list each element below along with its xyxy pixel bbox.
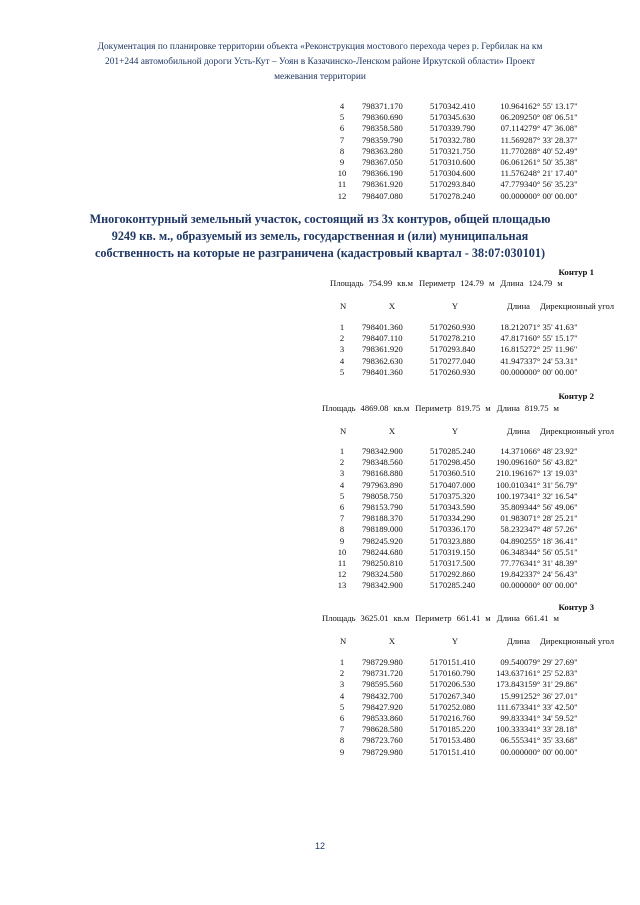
- table-cell: 173.843: [496, 679, 524, 690]
- perimeter-value: 819.75: [456, 403, 481, 413]
- coordinates-table: [322, 446, 606, 592]
- table-row: [322, 112, 606, 123]
- table-cell: 5170298.450: [430, 457, 476, 468]
- table-cell: 5: [339, 112, 345, 123]
- length-label: Длина: [496, 613, 520, 623]
- column-header: N: [340, 636, 347, 646]
- table-cell: 798731.720: [362, 668, 403, 679]
- table-cell: 798324.580: [362, 569, 403, 580]
- table-row: [322, 101, 606, 112]
- contour-summary: [322, 403, 564, 413]
- table-cell: 5170334.290: [430, 513, 476, 524]
- table-cell: 18.212: [500, 322, 524, 332]
- table-cell: 5170293.840: [430, 179, 476, 190]
- table-cell: 798250.810: [362, 558, 403, 569]
- table-cell: 798058.750: [362, 490, 403, 501]
- table-cell: 798729.980: [362, 657, 403, 667]
- table-row: [322, 157, 606, 168]
- table-cell: 100.333: [496, 724, 524, 735]
- table-cell: 5170317.500: [430, 558, 476, 569]
- table-cell: 798729.980: [362, 746, 403, 757]
- column-headers: [340, 301, 614, 312]
- table-cell: 58.232: [500, 524, 524, 535]
- table-cell: 5170278.210: [430, 333, 476, 344]
- table-row: [322, 491, 606, 502]
- table-cell: 341° 32' 16.54": [524, 490, 578, 501]
- table-cell: 5170310.600: [430, 157, 476, 168]
- table-cell: 798628.580: [362, 724, 403, 735]
- table-cell: 341° 35' 33.68": [524, 735, 578, 746]
- table-row: [322, 657, 606, 668]
- table-cell: 341° 31' 56.79": [524, 479, 578, 490]
- section-heading: [80, 211, 560, 262]
- table-cell: 000° 00' 00.00": [524, 746, 578, 757]
- table-cell: 071° 35' 41.63": [524, 322, 578, 332]
- table-cell: 337° 24' 53.31": [524, 355, 578, 366]
- table-cell: 19.842: [500, 569, 524, 580]
- table-row: [322, 747, 606, 758]
- table-row: [322, 536, 606, 547]
- table-row: [322, 480, 606, 491]
- table-row: [322, 446, 606, 457]
- table-cell: 5170260.930: [430, 366, 476, 377]
- column-headers: [340, 426, 614, 437]
- perimeter-label: Периметр: [418, 278, 456, 288]
- table-cell: 5170153.480: [430, 735, 476, 746]
- table-cell: 10: [337, 168, 347, 179]
- table-row: [322, 679, 606, 690]
- table-row: [322, 691, 606, 702]
- table-cell: 11.770: [500, 145, 524, 156]
- column-header: Y: [451, 426, 459, 436]
- table-row: [322, 502, 606, 513]
- table-cell: 341° 33' 42.50": [524, 701, 578, 712]
- table-cell: 8: [339, 735, 345, 746]
- table-cell: 798244.680: [362, 546, 403, 557]
- column-header: X: [388, 426, 396, 436]
- table-cell: 347° 48' 57.26": [524, 524, 578, 535]
- column-header: Y: [451, 636, 459, 646]
- table-cell: 5170342.410: [430, 101, 476, 111]
- table-cell: 41.947: [500, 355, 524, 366]
- table-cell: 111.673: [496, 701, 524, 712]
- table-cell: 5: [339, 490, 345, 501]
- header-line-3: межевания территории: [274, 72, 366, 82]
- table-cell: 798427.920: [362, 701, 403, 712]
- table-cell: 798245.920: [362, 535, 403, 546]
- table-cell: 079° 29' 27.69": [524, 657, 578, 667]
- table-cell: 160° 56' 43.82": [524, 457, 578, 468]
- perimeter-unit: м: [485, 613, 491, 623]
- contour-title: Контур 1: [558, 267, 594, 277]
- table-cell: 798367.050: [362, 157, 403, 168]
- table-cell: 7: [339, 724, 345, 735]
- coordinates-table-continued: [322, 101, 606, 202]
- table-row: [322, 735, 606, 746]
- table-cell: 01.983: [500, 513, 524, 524]
- table-cell: 11: [337, 179, 347, 190]
- area-value: 4869.08: [360, 403, 389, 413]
- table-cell: 5170277.040: [430, 355, 476, 366]
- table-row: [322, 322, 606, 333]
- area-unit: кв.м: [397, 278, 413, 288]
- table-cell: 798371.170: [362, 101, 403, 111]
- table-cell: 00.000: [500, 746, 524, 757]
- table-row: [322, 724, 606, 735]
- length-unit: м: [557, 278, 563, 288]
- table-cell: 1: [339, 446, 345, 456]
- table-cell: 5170267.340: [430, 690, 476, 701]
- table-cell: 06.061: [500, 157, 524, 168]
- contour-summary: [322, 613, 564, 623]
- table-cell: 287° 33' 28.37": [524, 134, 578, 145]
- table-cell: 798401.360: [362, 366, 403, 377]
- table-cell: 798533.860: [362, 713, 403, 724]
- table-cell: 12: [337, 569, 347, 580]
- table-cell: 2: [339, 333, 345, 344]
- table-cell: 00.000: [500, 580, 524, 591]
- table-cell: 798342.900: [362, 446, 403, 456]
- table-cell: 5170151.410: [430, 657, 476, 667]
- table-row: [322, 356, 606, 367]
- table-cell: 798361.920: [362, 179, 403, 190]
- column-header: Дирекционный угол: [539, 301, 614, 311]
- table-cell: 04.890: [500, 535, 524, 546]
- heading-line-3: собственность на которые не разграничена (кадастровый квартал - 38:07:030101): [94, 246, 546, 260]
- table-row: [322, 468, 606, 479]
- area-label: Площадь: [322, 613, 356, 623]
- table-row: [322, 123, 606, 134]
- table-cell: 11.576: [500, 168, 524, 179]
- column-header: Длина: [506, 636, 530, 646]
- perimeter-unit: м: [488, 278, 495, 288]
- column-header: N: [340, 426, 347, 436]
- length-value: 661.41: [524, 613, 549, 623]
- table-cell: 5170260.930: [430, 322, 476, 332]
- table-cell: 4: [339, 355, 345, 366]
- table-row: [322, 191, 606, 202]
- table-cell: 341° 34' 59.52": [524, 713, 578, 724]
- table-cell: 06.555: [500, 735, 524, 746]
- table-cell: 00.000: [500, 366, 524, 377]
- area-value: 754.99: [368, 278, 393, 288]
- column-header: N: [340, 301, 347, 311]
- page-number: 12: [314, 841, 325, 851]
- table-cell: 798432.700: [362, 690, 403, 701]
- length-unit: м: [553, 403, 559, 413]
- table-cell: 3: [339, 468, 345, 479]
- contour-title: Контур 3: [558, 602, 594, 612]
- table-cell: 8: [339, 524, 345, 535]
- column-headers: [340, 636, 614, 647]
- table-row: [322, 146, 606, 157]
- table-cell: 16.815: [500, 344, 524, 355]
- table-cell: 4: [339, 690, 345, 701]
- table-cell: 340° 56' 35.23": [524, 179, 578, 190]
- table-cell: 5170332.780: [430, 134, 476, 145]
- table-row: [322, 367, 606, 378]
- table-cell: 9: [339, 535, 345, 546]
- table-cell: 99.833: [500, 713, 524, 724]
- table-cell: 5170285.240: [430, 580, 476, 591]
- table-cell: 279° 47' 36.08": [524, 123, 578, 134]
- table-cell: 798342.900: [362, 580, 403, 591]
- perimeter-unit: м: [485, 403, 491, 413]
- table-cell: 14.371: [500, 446, 524, 456]
- table-cell: 3: [339, 344, 345, 355]
- heading-line-1: Многоконтурный земельный участок, состоящий из 3х контуров, общей площадью: [89, 212, 551, 226]
- coordinates-table: [322, 322, 606, 378]
- table-row: [322, 344, 606, 355]
- table-cell: 000° 00' 00.00": [524, 366, 578, 377]
- table-cell: 5170375.320: [430, 490, 476, 501]
- length-value: 124.79: [528, 278, 553, 288]
- table-cell: 7: [339, 513, 345, 524]
- table-cell: 798168.880: [362, 468, 403, 479]
- table-row: [322, 547, 606, 558]
- table-cell: 5170323.880: [430, 535, 476, 546]
- column-header: Длина: [506, 426, 530, 436]
- table-cell: 5170151.410: [430, 746, 476, 757]
- table-row: [322, 524, 606, 535]
- table-cell: 798360.690: [362, 112, 403, 123]
- table-cell: 5170160.790: [430, 668, 476, 679]
- table-cell: 5170304.600: [430, 168, 476, 179]
- header-line-1: Документация по планировке территории объекта «Реконструкция мостового перехода через р. Гербилак на км: [97, 42, 543, 52]
- table-cell: 11.569: [500, 134, 524, 145]
- table-cell: 09.540: [500, 657, 524, 667]
- table-cell: 10: [337, 546, 347, 557]
- table-cell: 8: [339, 145, 345, 156]
- table-row: [322, 668, 606, 679]
- area-label: Площадь: [322, 403, 356, 413]
- table-cell: 162° 55' 13.17": [524, 101, 578, 111]
- table-cell: 47.817: [500, 333, 524, 344]
- table-cell: 066° 48' 23.92": [524, 446, 578, 456]
- table-cell: 35.809: [500, 502, 524, 513]
- table-cell: 10.964: [500, 101, 524, 111]
- table-cell: 5170292.860: [430, 569, 476, 580]
- table-row: [322, 702, 606, 713]
- table-cell: 000° 00' 00.00": [524, 580, 578, 591]
- area-unit: кв.м: [393, 403, 410, 413]
- table-row: [322, 457, 606, 468]
- column-header: Дирекционный угол: [539, 426, 614, 436]
- table-cell: 161° 25' 52.83": [524, 668, 578, 679]
- perimeter-value: 124.79: [460, 278, 484, 288]
- contour-title: Контур 2: [558, 391, 594, 401]
- perimeter-label: Периметр: [415, 613, 452, 623]
- table-cell: 2: [339, 457, 345, 468]
- table-cell: 3: [339, 679, 345, 690]
- column-header: Дирекционный угол: [539, 636, 614, 646]
- table-cell: 798401.360: [362, 322, 403, 332]
- table-cell: 4: [339, 101, 345, 111]
- area-label: Площадь: [330, 278, 364, 288]
- table-cell: 071° 28' 25.21": [524, 513, 578, 524]
- table-cell: 252° 36' 27.01": [524, 690, 578, 701]
- table-cell: 798348.560: [362, 457, 403, 468]
- table-cell: 100.197: [496, 490, 524, 501]
- table-cell: 07.114: [500, 123, 524, 134]
- table-cell: 798362.630: [362, 355, 403, 366]
- table-cell: 341° 31' 48.39": [524, 558, 578, 569]
- table-cell: 6: [339, 502, 345, 513]
- table-cell: 5170407.000: [430, 479, 476, 490]
- table-row: [322, 513, 606, 524]
- length-unit: м: [553, 613, 559, 623]
- table-cell: 798407.080: [362, 190, 403, 201]
- table-cell: 798361.920: [362, 344, 403, 355]
- table-cell: 6: [339, 123, 345, 134]
- table-row: [322, 713, 606, 724]
- table-cell: 6: [339, 713, 345, 724]
- table-cell: 288° 40' 52.49": [524, 145, 578, 156]
- table-cell: 210.196: [496, 468, 524, 479]
- table-cell: 255° 18' 36.41": [524, 535, 578, 546]
- table-cell: 5: [339, 366, 345, 377]
- table-cell: 9: [339, 157, 345, 168]
- table-cell: 798363.280: [362, 145, 403, 156]
- table-cell: 5170278.240: [430, 190, 476, 201]
- header-line-2: 201+244 автомобильной дороги Усть-Кут – Уоян в Казачинско-Ленском районе Иркутской области» Проект: [105, 57, 535, 67]
- table-cell: 15.991: [500, 690, 524, 701]
- table-cell: 5170293.840: [430, 344, 476, 355]
- table-row: [322, 135, 606, 146]
- table-cell: 4: [339, 479, 345, 490]
- table-cell: 248° 21' 17.40": [524, 168, 578, 179]
- table-cell: 798359.790: [362, 134, 403, 145]
- table-cell: 5170285.240: [430, 446, 476, 456]
- table-cell: 1: [339, 657, 345, 667]
- document-header: [60, 40, 580, 85]
- table-cell: 000° 00' 00.00": [524, 190, 578, 201]
- table-cell: 5170360.510: [430, 468, 476, 479]
- table-cell: 11: [337, 558, 347, 569]
- length-label: Длина: [500, 278, 524, 288]
- table-cell: 344° 56' 49.06": [524, 502, 578, 513]
- table-cell: 261° 50' 35.38": [524, 157, 578, 168]
- table-cell: 5170185.220: [430, 724, 476, 735]
- table-cell: 798189.000: [362, 524, 403, 535]
- table-cell: 5170321.750: [430, 145, 476, 156]
- table-cell: 5170345.630: [430, 112, 476, 123]
- table-cell: 06.348: [500, 546, 524, 557]
- area-value: 3625.01: [360, 613, 389, 623]
- table-cell: 77.776: [500, 558, 524, 569]
- table-cell: 798188.370: [362, 513, 403, 524]
- table-cell: 798723.760: [362, 735, 403, 746]
- table-cell: 7: [339, 134, 345, 145]
- table-cell: 5: [339, 701, 345, 712]
- perimeter-value: 661.41: [456, 613, 481, 623]
- table-cell: 5170336.170: [430, 524, 476, 535]
- table-cell: 12: [337, 190, 347, 201]
- table-cell: 143.637: [496, 668, 524, 679]
- table-cell: 100.010: [496, 479, 524, 490]
- table-row: [322, 333, 606, 344]
- table-row: [322, 179, 606, 190]
- table-cell: 47.779: [500, 179, 524, 190]
- table-cell: 272° 25' 11.96": [524, 344, 578, 355]
- table-row: [322, 569, 606, 580]
- table-cell: 337° 24' 56.43": [524, 569, 578, 580]
- table-row: [322, 168, 606, 179]
- table-cell: 344° 56' 05.51": [524, 546, 578, 557]
- table-cell: 5170319.150: [430, 546, 476, 557]
- heading-line-2: 9249 кв. м., образуемый из земель, государственная и (или) муниципальная: [111, 229, 529, 243]
- table-cell: 9: [339, 746, 345, 757]
- length-value: 819.75: [524, 403, 549, 413]
- table-cell: 341° 33' 28.18": [524, 724, 578, 735]
- table-cell: 2: [339, 668, 345, 679]
- table-cell: 13: [337, 580, 347, 591]
- area-unit: кв.м: [393, 613, 410, 623]
- perimeter-label: Периметр: [415, 403, 452, 413]
- contour-summary: [330, 278, 568, 288]
- table-cell: 250° 08' 06.51": [524, 112, 578, 123]
- column-header: Длина: [506, 301, 530, 311]
- column-header: Y: [451, 301, 459, 311]
- table-row: [322, 558, 606, 569]
- table-cell: 5170343.590: [430, 502, 476, 513]
- table-cell: 797963.890: [362, 479, 403, 490]
- table-cell: 5170216.760: [430, 713, 476, 724]
- coordinates-table: [322, 657, 606, 758]
- table-cell: 5170206.530: [430, 679, 476, 690]
- table-cell: 160° 55' 15.17": [524, 333, 578, 344]
- table-cell: 190.096: [496, 457, 524, 468]
- table-cell: 167° 13' 19.03": [524, 468, 578, 479]
- table-cell: 798366.190: [362, 168, 403, 179]
- column-header: X: [388, 636, 396, 646]
- table-cell: 798595.560: [362, 679, 403, 690]
- length-label: Длина: [496, 403, 520, 413]
- table-row: [322, 580, 606, 591]
- table-cell: 06.209: [500, 112, 524, 123]
- table-cell: 798153.790: [362, 502, 403, 513]
- table-cell: 00.000: [500, 190, 524, 201]
- table-cell: 5170252.080: [430, 701, 476, 712]
- table-cell: 1: [339, 322, 345, 332]
- table-cell: 5170339.790: [430, 123, 476, 134]
- table-cell: 159° 31' 29.86": [524, 679, 578, 690]
- table-cell: 798358.580: [362, 123, 403, 134]
- column-header: X: [388, 301, 396, 311]
- table-cell: 798407.110: [362, 333, 403, 344]
